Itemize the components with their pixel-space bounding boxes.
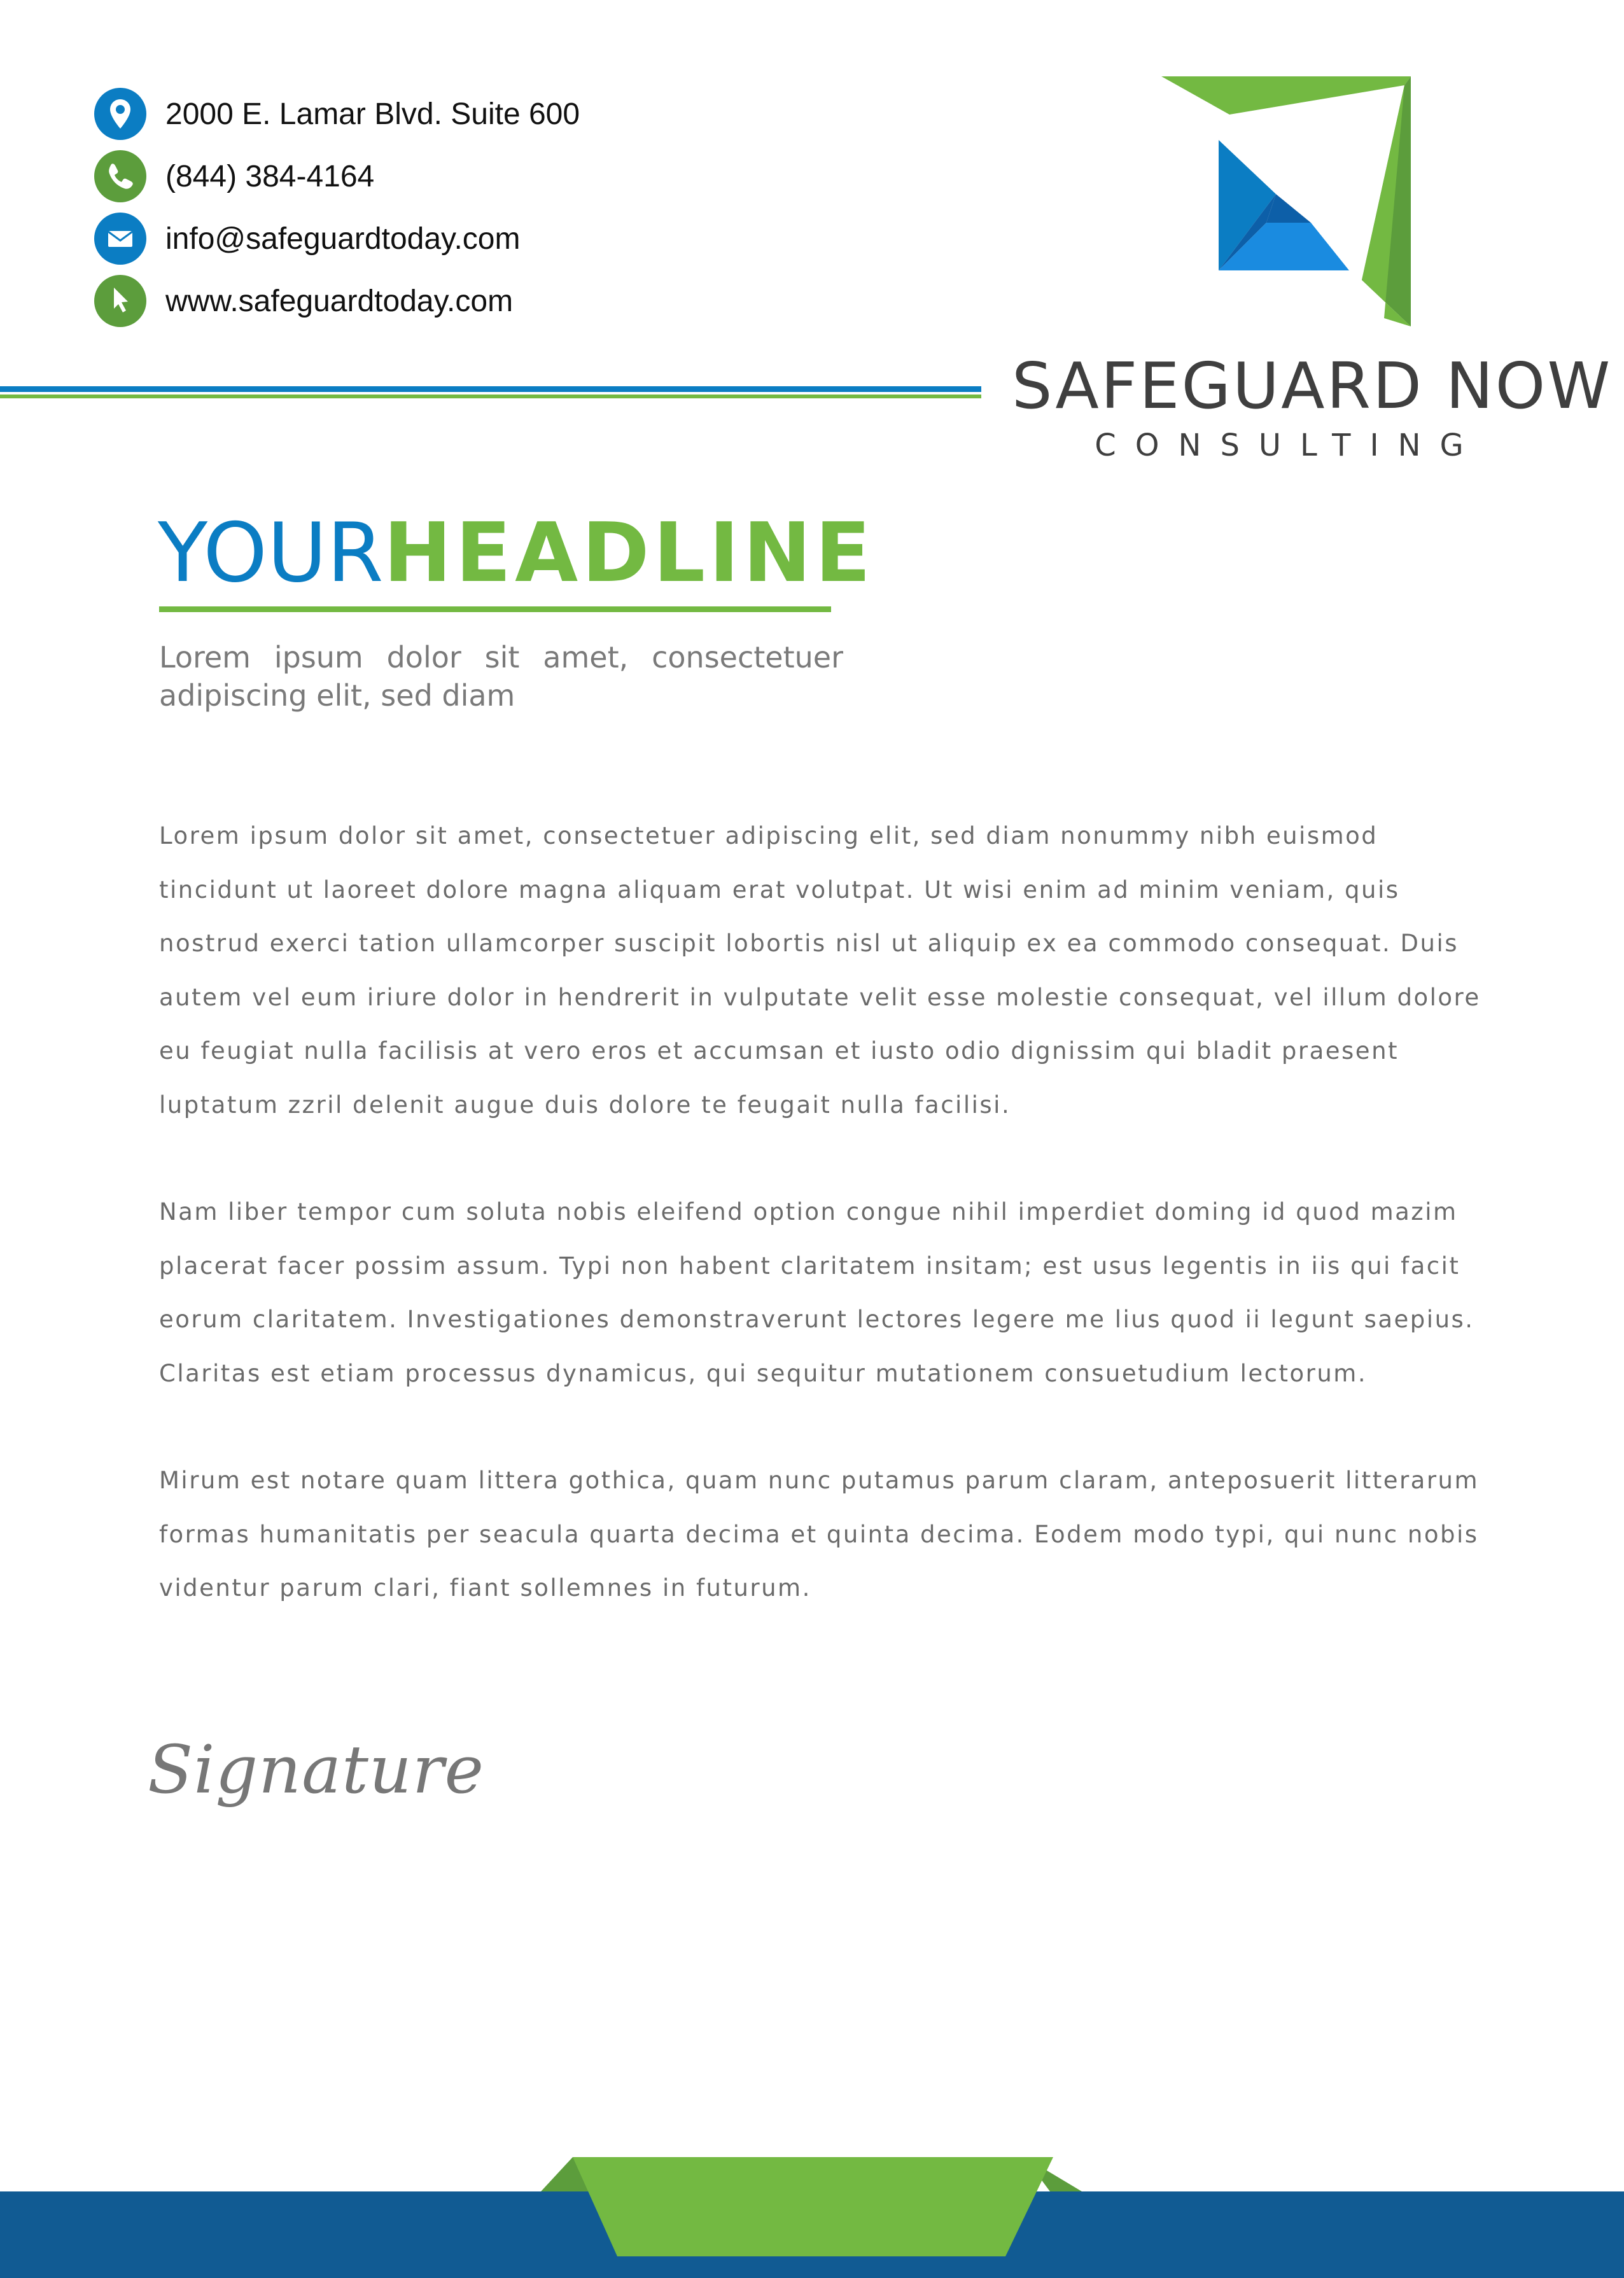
body-paragraph-1: Lorem ipsum dolor sit amet, consectetuer adipiscing elit, sed diam nonummy nibh euismod tincidunt ut laoreet dolore magna aliquam erat volutpat. Ut wisi enim ad minim veniam, quis nostrud exerci tation ullamcorper suscipit lobortis nisl ut aliquip ex ea commodo consequat. Duis autem vel eum iriure dolor in hendrerit in vulputate velit esse molestie consequat, vel illum dolore eu feugiat nulla facilisis at vero eros et accumsan et iusto odio dignissim qui bladit praesent luptatum zzril delenit augue duis dolore te feugait nulla facilisi.: [159, 822, 1481, 1119]
headline-underline: [159, 606, 831, 612]
signature: Signature: [148, 1731, 485, 1808]
envelope-icon: [94, 213, 146, 265]
brand-name: SAFEGUARD NOW: [1012, 349, 1613, 423]
subheadline: Lorem ipsum dolor sit amet, consectetuer adipiscing elit, sed diam: [159, 640, 843, 713]
phone-text: (844) 384-4164: [165, 159, 375, 193]
header-rule-green: [0, 395, 981, 398]
body-text: [159, 809, 1489, 1669]
phone-icon: [94, 150, 146, 202]
headline: [158, 506, 874, 601]
header-rule-blue: [0, 386, 981, 392]
body-paragraph-3: Mirum est notare quam littera gothica, quam nunc putamus parum claram, anteposuerit litterarum formas humanitatis per seacula quarta decima et quinta decima. Eodem modo typi, qui nunc nobis videntur parum clari, fiant sollemnes in futurum.: [159, 1467, 1480, 1602]
contact-phone: [94, 145, 580, 207]
contact-block: [94, 83, 580, 332]
headline-part-headline: HEADLINE: [383, 506, 875, 601]
email-text: info@safeguardtoday.com: [165, 221, 521, 256]
website-text: www.safeguardtoday.com: [165, 284, 514, 318]
headline-part-your: YOUR: [158, 506, 384, 601]
contact-address: [94, 83, 580, 145]
cursor-icon: [94, 275, 146, 327]
location-pin-icon: [94, 88, 146, 140]
contact-website: [94, 270, 580, 332]
logo-mark: [1158, 76, 1413, 331]
address-text: 2000 E. Lamar Blvd. Suite 600: [165, 97, 580, 131]
footer-band: [0, 2151, 1624, 2278]
body-paragraph-2: Nam liber tempor cum soluta nobis eleifend option congue nihil imperdiet doming id quod mazim placerat facer possim assum. Typi non habent claritatem insitam; est usus legentis in iis qui facit eorum claritatem. Investigationes demonstraverunt lectores legere me lius quod ii legunt saepius. Claritas est etiam processus dynamicus, qui sequitur mutationem consuetudium lectorum.: [159, 1198, 1474, 1387]
contact-email: [94, 207, 580, 270]
brand-subtitle: CONSULTING: [1095, 428, 1483, 463]
